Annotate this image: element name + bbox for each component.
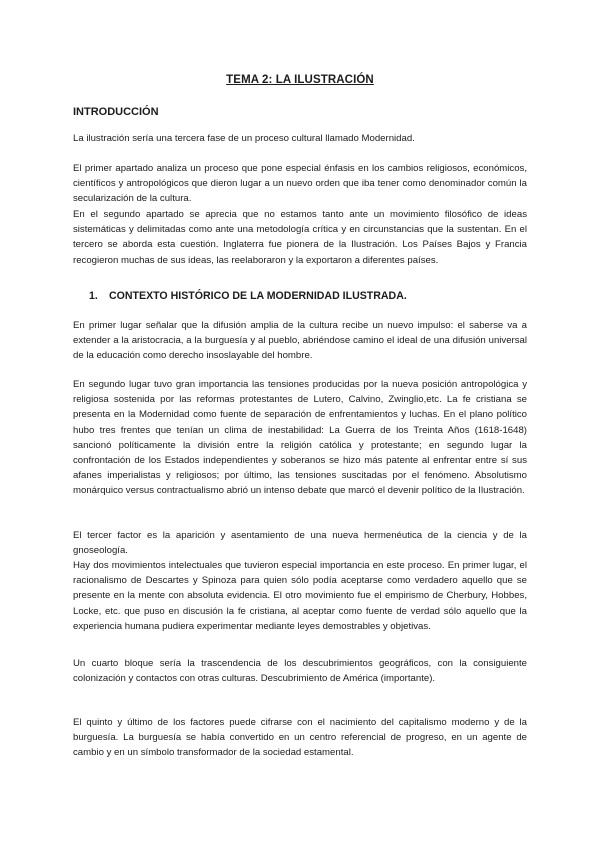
document-title: TEMA 2: LA ILUSTRACIÓN bbox=[226, 74, 374, 86]
section-1-heading bbox=[89, 290, 407, 302]
section-1-paragraph-1: En primer lugar señalar que la difusión amplia de la cultura recibe un nuevo impulso: el saberse va a extender a la aristocracia, a la burguesía y al pueblo, abriéndose camino el ideal de una difusión universal de la educación como derecho insoslayable del hombre. bbox=[73, 320, 527, 362]
intro-paragraph-3: En el segundo apartado se aprecia que no estamos tanto ante un movimiento filosófico de ideas sistemáticas y delimitadas como ante una metodología crítica y en circunstancias que la sustentan. En el tercero se aborda esta cuestión. Inglaterra fue pionera de la Ilustración. Los Países Bajos y Francia recogieron muchas de sus ideas, las reelaboraron y la exportaron a diferentes países. bbox=[73, 209, 527, 266]
section-1-number: 1. bbox=[89, 290, 98, 302]
section-1-paragraph-2: En segundo lugar tuvo gran importancia las tensiones producidas por la nueva posición antropológica y religiosa sostenida por las reformas protestantes de Lutero, Calvino, Zwinglio,etc. La fe cristiana se presenta en la Modernidad como fuente de separación de enfrentamientos y luchas. En el plano político hubo tres frentes que tenían un clima de inestabilidad: La Guerra de los Treinta Años (1618-1648) sancionó políticamente la división entre la religión católica y protestante; en segundo lugar la confrontación de los Estados independientes y soberanos se hizo más patente al enfrentar entre sí sus afanes imperialistas y religiosos; por último, las tensiones suscitadas por el fenómeno. Absolutismo monárquico versus contractualismo abrió un intenso debate que marcó el devenir político de la Ilustración. bbox=[73, 379, 527, 497]
section-1-title: CONTEXTO HISTÓRICO DE LA MODERNIDAD ILUSTRADA. bbox=[109, 290, 407, 302]
intro-paragraph-2: El primer apartado analiza un proceso que pone especial énfasis en los cambios religiosos, económicos, científicos y antropológicos que dieron lugar a un nuevo orden que iba tener como denominador común la secularización de la cultura. bbox=[73, 163, 527, 205]
section-1-paragraph-5: Un cuarto bloque sería la trascendencia de los descubrimientos geográficos, con la consiguiente colonización y contactos con otras culturas. Descubrimiento de América (importante). bbox=[73, 658, 527, 685]
intro-heading: INTRODUCCIÓN bbox=[73, 106, 159, 118]
section-1-paragraph-6: El quinto y último de los factores puede cifrarse con el nacimiento del capitalismo moderno y de la burguesía. La burguesía se había convertido en un centro referencial de progreso, en un agente de cambio y en un símbolo transformador de la sociedad estamental. bbox=[73, 717, 527, 759]
intro-paragraph-1: La ilustración sería una tercera fase de un proceso cultural llamado Modernidad. bbox=[73, 133, 415, 144]
section-1-paragraph-3: El tercer factor es la aparición y asentamiento de una nueva hermenéutica de la ciencia y de la gnoseología. bbox=[73, 530, 527, 557]
section-1-paragraph-4: Hay dos movimientos intelectuales que tuvieron especial importancia en este proceso. En primer lugar, el racionalismo de Descartes y Spinoza para quien sólo podía aceptarse como verdadero aquello que se presente en la mente con absoluta evidencia. El otro movimiento fue el empirismo de Cherbury, Hobbes, Locke, etc. que puso en discusión la fe cristiana, al aceptar como fuente de verdad sólo aquello que la experiencia humana pudiera experimentar mediante leyes demostrables y objetivas. bbox=[73, 560, 527, 632]
